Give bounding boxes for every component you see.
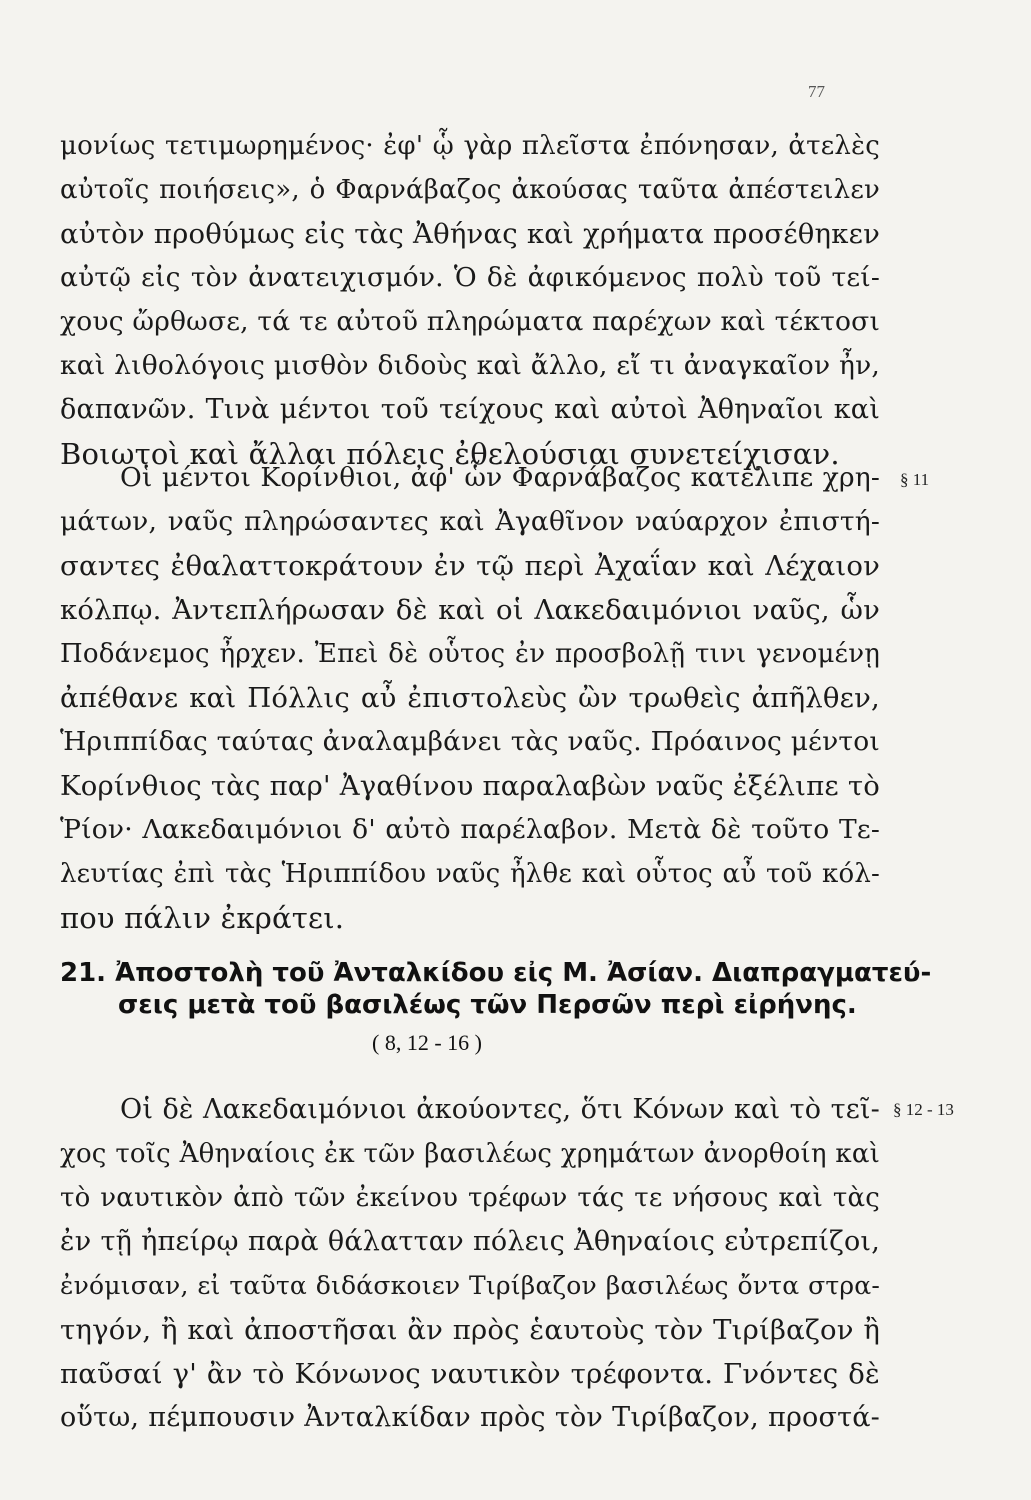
text-line-first: Οἱ μέντοι Κορίνθιοι, ἀφ' ὧν Φαρνάβαζος κατέλιπε χρη- [120, 462, 880, 493]
text-line: αὐτοῖς ποιήσεις», ὁ Φαρνάβαζος ἀκούσας ταῦτα ἀπέστειλεν [60, 175, 880, 205]
text-line: Κορίνθιος τὰς παρ' Ἀγαθίνου παραλαβὼν ναῦς ἐξέλιπε τὸ [60, 770, 880, 802]
text-line: καὶ λιθολόγοις μισθὸν διδοὺς καὶ ἄλλο, εἴ τι ἀναγκαῖον ἦν, [60, 350, 880, 381]
text-line: παῦσαί γ' ἂν τὸ Κόνωνος ναυτικὸν τρέφοντα. Γνόντες δὲ [60, 1358, 880, 1390]
section-reference: ( 8, 12 - 16 ) [372, 1030, 482, 1055]
text-line: μονίως τετιμωρημένος· ἐφ' ᾧ γὰρ πλεῖστα ἐπόνησαν, ἀτελὲς [60, 131, 880, 161]
text-line: χους ὤρθωσε, τά τε αὐτοῦ πληρώματα παρέχων καὶ τέκτοσι [60, 306, 881, 337]
text-line: Ῥίον· Λακεδαιμόνιοι δ' αὐτὸ παρέλαβον. Μετὰ δὲ τοῦτο Τε- [60, 814, 880, 845]
text-line: Βοιωτοὶ καὶ ἄλλαι πόλεις ἐθελούσιαι συνετείχισαν. [60, 437, 840, 471]
text-line: κόλπῳ. Ἀντεπλήρωσαν δὲ καὶ οἱ Λακεδαιμόνιοι ναῦς, ὧν [60, 594, 880, 626]
text-line: ἀπέθανε καὶ Πόλλις αὖ ἐπιστολεὺς ὢν τρωθεὶς ἀπῆλθεν, [60, 682, 880, 714]
text-line: Ποδάνεμος ἦρχεν. Ἐπεὶ δὲ οὗτος ἐν προσβολῇ τινι γενομένῃ [60, 639, 880, 669]
text-line-first: Οἱ δὲ Λακεδαιμόνιοι ἀκούοντες, ὅτι Κόνων καὶ τὸ τεῖ- [120, 1094, 880, 1125]
text-line: οὕτω, πέμπουσιν Ἀνταλκίδαν πρὸς τὸν Τιρίβαζον, προστά- [60, 1402, 880, 1433]
section-margin-note: § 12 - 13 [893, 1100, 954, 1119]
section-heading-line-2: σεις μετὰ τοῦ βασιλέως τῶν Περσῶν περὶ εἰρήνης. [118, 990, 857, 1020]
text-line: δαπανῶν. Τινὰ μέντοι τοῦ τείχους καὶ αὐτοὶ Ἀθηναῖοι καὶ [60, 394, 880, 425]
section-heading-line-1: 21. Ἀποστολὴ τοῦ Ἀνταλκίδου εἰς Μ. Ἀσίαν. Διαπραγματεύ- [60, 958, 932, 988]
section-margin-note: § 11 [900, 470, 930, 489]
text-line: που πάλιν ἐκράτει. [60, 901, 345, 935]
text-line: ἐνόμισαν, εἰ ταῦτα διδάσκοιεν Τιρίβαζον βασιλέως ὄντα στρα- [60, 1271, 880, 1300]
text-line: χος τοῖς Ἀθηναίοις ἐκ τῶν βασιλέως χρημάτων ἀνορθοίη καὶ [60, 1139, 880, 1169]
text-line: λευτίας ἐπὶ τὰς Ἡριππίδου ναῦς ἦλθε καὶ οὗτος αὖ τοῦ κόλ- [60, 859, 880, 889]
text-line: Ἡριππίδας ταύτας ἀναλαμβάνει τὰς ναῦς. Πρόαινος μέντοι [60, 726, 880, 757]
text-line: σαντες ἐθαλαττοκράτουν ἐν τῷ περὶ Ἀχαΐαν καὶ Λέχαιον [60, 550, 880, 582]
text-line: μάτων, ναῦς πληρώσαντες καὶ Ἀγαθῖνον ναύαρχον ἐπιστή- [60, 506, 880, 537]
page-number: 77 [808, 82, 825, 101]
text-line: αὐτὸν προθύμως εἰς τὰς Ἀθήνας καὶ χρήματα προσέθηκεν [60, 218, 880, 250]
text-line: αὐτῷ εἰς τὸν ἀνατειχισμόν. Ὁ δὲ ἀφικόμενος πολὺ τοῦ τεί- [60, 262, 880, 293]
text-line: τὸ ναυτικὸν ἀπὸ τῶν ἐκείνου τρέφων τάς τε νήσους καὶ τὰς [60, 1183, 880, 1213]
text-line: ἐν τῇ ἠπείρῳ παρὰ θάλατταν πόλεις Ἀθηναίοις εὐτρεπίζοι, [60, 1226, 880, 1257]
text-line: τηγόν, ἢ καὶ ἀποστῆσαι ἂν πρὸς ἑαυτοὺς τὸν Τιρίβαζον ἢ [60, 1314, 880, 1346]
